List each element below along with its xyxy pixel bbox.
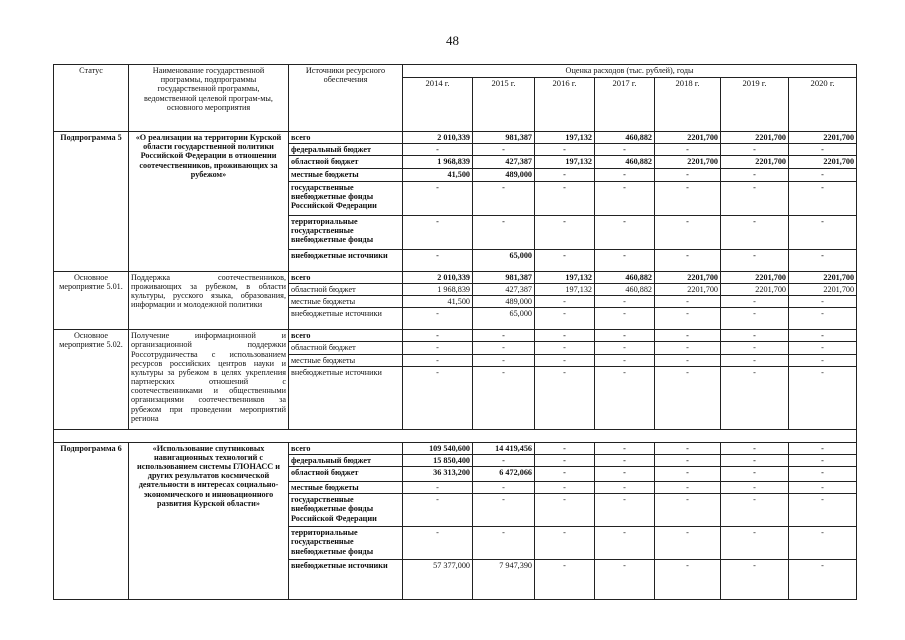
value-cell: - <box>655 215 721 249</box>
value-cell: - <box>473 144 535 156</box>
header-status: Статус <box>54 65 129 132</box>
value-cell: - <box>595 527 655 560</box>
table-row <box>54 271 857 283</box>
value-cell: - <box>655 560 721 600</box>
value-cell: - <box>655 330 721 342</box>
source-cell: местные бюджеты <box>289 295 403 307</box>
value-cell: 7 947,390 <box>473 560 535 600</box>
value-cell: - <box>403 482 473 494</box>
value-cell: 460,882 <box>595 271 655 283</box>
value-cell: 2201,700 <box>721 156 789 169</box>
value-cell: - <box>535 527 595 560</box>
spacer-row <box>54 429 857 442</box>
value-cell: - <box>655 527 721 560</box>
value-cell: - <box>595 144 655 156</box>
value-cell: - <box>789 308 857 330</box>
value-cell: 460,882 <box>595 132 655 144</box>
value-cell: - <box>789 249 857 271</box>
value-cell: 2201,700 <box>655 283 721 295</box>
source-cell: областной бюджет <box>289 156 403 169</box>
value-cell: 2201,700 <box>655 156 721 169</box>
value-cell: 2 010,339 <box>403 271 473 283</box>
value-cell: - <box>595 366 655 429</box>
page-number: 48 <box>446 33 459 48</box>
value-cell: - <box>535 494 595 527</box>
value-cell: - <box>721 295 789 307</box>
value-cell: - <box>789 366 857 429</box>
value-cell: - <box>473 181 535 215</box>
source-cell: внебюджетные источники <box>289 560 403 600</box>
header-year: 2017 г. <box>595 78 655 132</box>
status-cell: Подпрограмма 5 <box>54 132 129 272</box>
source-cell: областной бюджет <box>289 283 403 295</box>
value-cell: 57 377,000 <box>403 560 473 600</box>
value-cell: - <box>403 144 473 156</box>
value-cell: - <box>789 467 857 482</box>
table-row <box>54 442 857 454</box>
value-cell: - <box>655 169 721 181</box>
table-row <box>54 132 857 144</box>
value-cell: - <box>535 467 595 482</box>
value-cell: - <box>403 330 473 342</box>
value-cell: - <box>595 442 655 454</box>
value-cell: - <box>721 494 789 527</box>
value-cell: - <box>535 169 595 181</box>
value-cell: - <box>473 527 535 560</box>
value-cell: 41,500 <box>403 295 473 307</box>
value-cell: - <box>595 560 655 600</box>
value-cell: - <box>655 308 721 330</box>
source-cell: внебюджетные источники <box>289 249 403 271</box>
value-cell: - <box>721 354 789 366</box>
value-cell: - <box>721 308 789 330</box>
value-cell: - <box>655 494 721 527</box>
value-cell: - <box>595 169 655 181</box>
value-cell: 2 010,339 <box>403 132 473 144</box>
name-cell: «Использование спутниковых навигационных технологий с использованием системы ГЛОНАСС и других результатов космической деятельности в интересах социально-экономического и инновационного развития Курской области» <box>129 442 289 600</box>
value-cell: - <box>789 295 857 307</box>
budget-table <box>53 64 857 600</box>
value-cell: - <box>721 330 789 342</box>
value-cell: - <box>595 215 655 249</box>
value-cell: - <box>403 527 473 560</box>
value-cell: - <box>535 215 595 249</box>
value-cell: - <box>473 215 535 249</box>
value-cell: - <box>403 354 473 366</box>
value-cell: - <box>789 169 857 181</box>
value-cell: - <box>473 454 535 466</box>
value-cell: - <box>655 295 721 307</box>
header-year: 2015 г. <box>473 78 535 132</box>
value-cell: - <box>721 181 789 215</box>
value-cell: - <box>655 354 721 366</box>
header-source: Источники ресурсного обеспечения <box>289 65 403 132</box>
table-header <box>54 65 857 132</box>
value-cell: 427,387 <box>473 156 535 169</box>
value-cell: - <box>789 454 857 466</box>
status-cell: Основное мероприятие 5.01. <box>54 271 129 330</box>
value-cell: - <box>403 249 473 271</box>
value-cell: - <box>789 560 857 600</box>
value-cell: - <box>403 366 473 429</box>
source-cell: территориальные государственные внебюджетные фонды <box>289 527 403 560</box>
value-cell: - <box>789 144 857 156</box>
value-cell: - <box>595 482 655 494</box>
value-cell: - <box>789 342 857 354</box>
value-cell: - <box>789 354 857 366</box>
value-cell: 2201,700 <box>789 271 857 283</box>
header-year: 2018 г. <box>655 78 721 132</box>
value-cell: 1 968,839 <box>403 283 473 295</box>
value-cell: - <box>789 527 857 560</box>
value-cell: - <box>655 249 721 271</box>
value-cell: - <box>595 467 655 482</box>
value-cell: - <box>595 308 655 330</box>
table-body <box>54 132 857 600</box>
table-row <box>54 330 857 342</box>
name-cell: Поддержка соотечественников, проживающих за рубежом, в области культуры, русского языка, образования, информации и молодежной политики <box>129 271 289 330</box>
value-cell: - <box>789 482 857 494</box>
value-cell: - <box>721 249 789 271</box>
source-cell: внебюджетные источники <box>289 366 403 429</box>
source-cell: внебюджетные источники <box>289 308 403 330</box>
value-cell: - <box>403 215 473 249</box>
value-cell: - <box>403 494 473 527</box>
source-cell: государственные внебюджетные фонды Российской Федерации <box>289 494 403 527</box>
value-cell: 489,000 <box>473 169 535 181</box>
value-cell: - <box>721 482 789 494</box>
value-cell: 2201,700 <box>655 132 721 144</box>
value-cell: - <box>655 467 721 482</box>
source-cell: территориальные государственные внебюджетные фонды <box>289 215 403 249</box>
value-cell: 2201,700 <box>655 271 721 283</box>
value-cell: - <box>655 442 721 454</box>
value-cell: - <box>595 494 655 527</box>
value-cell: 2201,700 <box>721 271 789 283</box>
source-cell: федеральный бюджет <box>289 144 403 156</box>
value-cell: - <box>721 144 789 156</box>
source-cell: всего <box>289 330 403 342</box>
value-cell: - <box>721 454 789 466</box>
value-cell: - <box>535 366 595 429</box>
source-cell: государственные внебюджетные фонды Российской Федерации <box>289 181 403 215</box>
value-cell: - <box>535 342 595 354</box>
value-cell: - <box>535 249 595 271</box>
value-cell: 197,132 <box>535 271 595 283</box>
source-cell: местные бюджеты <box>289 354 403 366</box>
value-cell: 489,000 <box>473 295 535 307</box>
source-cell: местные бюджеты <box>289 482 403 494</box>
value-cell: - <box>595 181 655 215</box>
value-cell: - <box>403 342 473 354</box>
status-cell: Основное мероприятие 5.02. <box>54 330 129 430</box>
value-cell: - <box>535 295 595 307</box>
value-cell: - <box>535 181 595 215</box>
value-cell: 6 472,066 <box>473 467 535 482</box>
value-cell: - <box>655 482 721 494</box>
value-cell: - <box>535 560 595 600</box>
value-cell: - <box>535 308 595 330</box>
value-cell: - <box>655 144 721 156</box>
value-cell: - <box>595 454 655 466</box>
value-cell: 109 540,600 <box>403 442 473 454</box>
header-year: 2019 г. <box>721 78 789 132</box>
value-cell: - <box>655 342 721 354</box>
value-cell: - <box>655 454 721 466</box>
source-cell: всего <box>289 132 403 144</box>
value-cell: 197,132 <box>535 156 595 169</box>
value-cell: 65,000 <box>473 249 535 271</box>
header-year: 2016 г. <box>535 78 595 132</box>
value-cell: - <box>595 342 655 354</box>
header-year: 2020 г. <box>789 78 857 132</box>
value-cell: - <box>535 442 595 454</box>
value-cell: - <box>473 342 535 354</box>
value-cell: 2201,700 <box>721 132 789 144</box>
value-cell: - <box>595 249 655 271</box>
value-cell: 427,387 <box>473 283 535 295</box>
value-cell: 2201,700 <box>789 156 857 169</box>
name-cell: Получение информационной и организационной поддержки Россотрудничества с использованием ресурсов российских центров науки и культуры за рубежом в целях укрепления партнерских отношений с соотечественниками и общественными организациями соотечественников за рубежом при проведении мероприятий региона <box>129 330 289 430</box>
value-cell: - <box>789 181 857 215</box>
value-cell: - <box>595 330 655 342</box>
value-cell: 2201,700 <box>789 283 857 295</box>
source-cell: местные бюджеты <box>289 169 403 181</box>
value-cell: - <box>473 482 535 494</box>
value-cell: - <box>721 366 789 429</box>
value-cell: - <box>789 330 857 342</box>
value-cell: 981,387 <box>473 271 535 283</box>
value-cell: - <box>721 169 789 181</box>
value-cell: 65,000 <box>473 308 535 330</box>
value-cell: - <box>473 330 535 342</box>
value-cell: - <box>535 354 595 366</box>
value-cell: - <box>721 560 789 600</box>
value-cell: 981,387 <box>473 132 535 144</box>
value-cell: - <box>655 366 721 429</box>
header-year: 2014 г. <box>403 78 473 132</box>
value-cell: 36 313,200 <box>403 467 473 482</box>
value-cell: 197,132 <box>535 132 595 144</box>
value-cell: 197,132 <box>535 283 595 295</box>
value-cell: - <box>535 454 595 466</box>
value-cell: - <box>535 482 595 494</box>
value-cell: 1 968,839 <box>403 156 473 169</box>
source-cell: областной бюджет <box>289 467 403 482</box>
value-cell: - <box>403 181 473 215</box>
value-cell: - <box>789 494 857 527</box>
value-cell: - <box>473 366 535 429</box>
value-cell: - <box>535 144 595 156</box>
value-cell: - <box>473 494 535 527</box>
value-cell: 41,500 <box>403 169 473 181</box>
value-cell: 15 850,400 <box>403 454 473 466</box>
value-cell: - <box>473 354 535 366</box>
value-cell: - <box>595 354 655 366</box>
source-cell: федеральный бюджет <box>289 454 403 466</box>
value-cell: - <box>595 295 655 307</box>
value-cell: - <box>721 342 789 354</box>
source-cell: всего <box>289 271 403 283</box>
value-cell: - <box>403 308 473 330</box>
status-cell: Подпрограмма 6 <box>54 442 129 600</box>
value-cell: - <box>721 527 789 560</box>
value-cell: 460,882 <box>595 283 655 295</box>
value-cell: - <box>789 442 857 454</box>
name-cell: «О реализации на территории Курской области государственной политики Российской Федерации в отношении соотечественников, проживающих за рубежом» <box>129 132 289 272</box>
spacer-cell <box>54 429 857 442</box>
source-cell: всего <box>289 442 403 454</box>
value-cell: - <box>721 467 789 482</box>
value-cell: - <box>535 330 595 342</box>
value-cell: - <box>721 215 789 249</box>
header-estimate: Оценка расходов (тыс. рублей), годы <box>403 65 857 78</box>
value-cell: 14 419,456 <box>473 442 535 454</box>
value-cell: - <box>655 181 721 215</box>
source-cell: областной бюджет <box>289 342 403 354</box>
header-name: Наименование государственной программы, подпрограммы государственной программы, ведомственной целевой програм-мы, основного мероприятия <box>129 65 289 132</box>
value-cell: - <box>789 215 857 249</box>
value-cell: 460,882 <box>595 156 655 169</box>
value-cell: - <box>721 442 789 454</box>
value-cell: 2201,700 <box>721 283 789 295</box>
value-cell: 2201,700 <box>789 132 857 144</box>
